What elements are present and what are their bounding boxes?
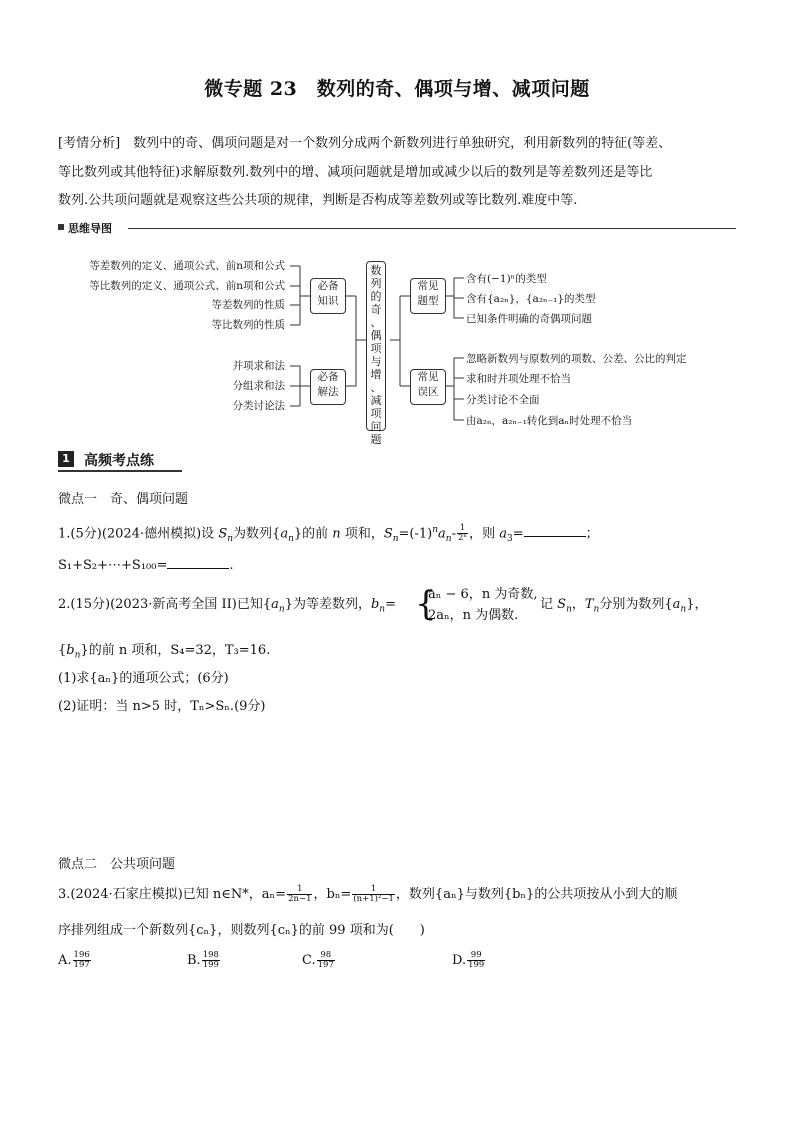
piecewise-brace: { <box>415 584 437 624</box>
frac-den: 199 <box>468 960 485 970</box>
type-item: 已知条件明确的奇偶项问题 <box>466 313 592 325</box>
knowledge-item: 等比数列的定义、通项公式、前n项和公式 <box>89 280 285 292</box>
frac-den: 197 <box>73 960 90 970</box>
option-fraction <box>202 951 220 970</box>
type-item: 含有{a₂ₙ}，{a₂ₙ₋₁}的类型 <box>466 293 596 305</box>
frac-den: 2ⁿ <box>458 533 468 544</box>
box-line: 常见 <box>417 371 439 383</box>
bullet-square-icon <box>58 224 64 230</box>
piecewise-case-2 <box>428 605 518 627</box>
knowledge-item: 等差数列的定义、通项公式、前n项和公式 <box>89 260 285 272</box>
q3-an-fraction <box>287 885 312 904</box>
q1-text: =(-1) <box>398 526 433 542</box>
option-a[interactable] <box>58 950 92 972</box>
box-line: 必备 <box>317 280 339 292</box>
frac-num: 99 <box>467 951 485 961</box>
center-char: 奇 <box>370 303 382 316</box>
option-fraction <box>73 951 91 970</box>
answer-blank[interactable] <box>524 524 586 537</box>
q1-text: ，则 <box>469 526 496 542</box>
frac-num: 98 <box>317 951 335 961</box>
option-fraction <box>467 951 485 970</box>
intro-line-3: 数列.公共项问题就是观察这些公共项的规律，判断是否构成等差数列或等比数列.难度中等. <box>58 193 578 208</box>
frac-num: 1 <box>457 524 468 534</box>
question-3: 3.(2024·石家庄模拟)已知 n∈N*，aₙ= $\frac{1}{2n-1}$ ，bₙ= $\frac{1}{\text{(n+1)²−1}}$ ，数列{aₙ}与数列{bₙ}的公共项按从小到大的顺 <box>58 884 678 904</box>
q1-text: }的前 <box>293 526 329 542</box>
box-required-knowledge <box>310 278 346 314</box>
question-1-line-2 <box>58 555 234 577</box>
q1-text: 为数列{ <box>233 526 281 542</box>
q2-text: 分别为数列{ <box>599 597 673 612</box>
method-item: 分组求和法 <box>232 380 285 392</box>
frac-num: 198 <box>202 950 219 960</box>
case-cond: n 为奇数, <box>481 587 538 602</box>
frac-num: 196 <box>73 950 90 960</box>
frac-den: 199 <box>202 960 219 970</box>
box-line: 解法 <box>317 386 339 398</box>
option-label: D. <box>452 953 467 968</box>
mindmap-label: 思维导图 <box>68 222 112 235</box>
q1-end: . <box>229 558 234 573</box>
option-c[interactable] <box>302 950 336 972</box>
q1-text: 项和， <box>344 526 384 542</box>
subsection-title: 微点一 奇、偶项问题 <box>58 492 189 507</box>
box-line: 必备 <box>317 371 339 383</box>
q3-prefix: 3.(2024·石家庄模拟)已知 <box>58 887 209 902</box>
center-char: 列 <box>370 277 382 290</box>
center-char: 偶 <box>370 329 382 342</box>
method-item: 分类讨论法 <box>232 400 285 412</box>
q1-fraction <box>457 524 468 543</box>
center-char: 数 <box>370 264 382 277</box>
option-label: A. <box>58 953 72 968</box>
q2-text: 记 <box>540 597 554 612</box>
subsection-title: 微点二 公共项问题 <box>58 857 176 872</box>
intro-line-1: [考情分析] 数列中的奇、偶项问题是对一个数列分成两个新数列进行单独研究，利用新数列的特征(等差、 <box>58 136 672 151</box>
option-label: B. <box>187 953 201 968</box>
box-line: 常见 <box>417 280 439 292</box>
q2-text: }为等差数列， <box>284 597 371 612</box>
q1-semicolon: ； <box>585 526 599 542</box>
box-line: 题型 <box>417 295 439 307</box>
center-char: 项 <box>370 342 382 355</box>
q2-text: = <box>385 597 396 612</box>
q3-text: aₙ= <box>261 887 287 902</box>
center-char: 减 <box>370 394 382 407</box>
q3-text: ，数列{aₙ}与数列{bₙ}的公共项按从小到大的顺 <box>395 887 678 902</box>
mistake-item: 求和时并项处理不恰当 <box>466 373 571 385</box>
center-char: 增 <box>370 368 382 381</box>
question-2-line-2: $\{b_n\}$的前 n 项和，S₄=32，T₃=16. <box>58 643 271 661</box>
q1-text: = <box>512 526 524 542</box>
section-title: 高频考点练 <box>84 453 154 469</box>
question-3-line-2: 序排列组成一个新数列{cₙ}，则数列{cₙ}的前 99 项和为( ) <box>58 923 425 938</box>
question-2-part-2: (2)证明：当 n>5 时，Tₙ>Sₙ.(9分) <box>58 699 266 714</box>
q1-prefix: 1.(5分)(2024·德州模拟)设 <box>58 526 215 542</box>
q3-text: bₙ= <box>326 887 352 902</box>
box-line: 误区 <box>417 386 439 398</box>
center-char: 、 <box>370 381 382 394</box>
intro-line-2: 等比数列或其他特征)求解原数列.数列中的增、减项问题就是增加或减少以后的数列是等差数列还是等比 <box>58 165 653 180</box>
answer-blank[interactable] <box>167 556 229 569</box>
center-topic <box>366 261 386 446</box>
section-number-icon: 1 <box>58 451 74 467</box>
mistake-item: 分类讨论不全面 <box>466 394 540 406</box>
method-item: 并项求和法 <box>232 360 285 372</box>
mistake-item: 由a₂ₙ，a₂ₙ₋₁转化到aₙ时处理不恰当 <box>466 415 633 427</box>
question-2: 2.(15分)(2023·新高考全国 II)已知$\{a_n\}$为等差数列，$b_n=$ <box>58 597 396 615</box>
case-expr: 2aₙ， <box>428 608 463 623</box>
question-1: 1.(5分)(2024·德州模拟)设 $S_n$为数列$\{a_n\}$的前 n 项和，$S_n=(-1)^na_n-$ $\frac{1}{\text{2ⁿ}}$ ，则 $a_3=$ ； <box>58 523 599 544</box>
frac-den: (n+1)²−1 <box>353 894 394 904</box>
center-char: 题 <box>370 433 382 446</box>
piecewise-case-1 <box>428 584 537 606</box>
frac-num: 1 <box>352 885 395 895</box>
question-2-tail: 记 $S_n$，$T_n$分别为数列$\{a_n\}$， <box>540 597 708 615</box>
center-char: 的 <box>370 290 382 303</box>
knowledge-item: 等比数列的性质 <box>211 319 285 331</box>
box-common-types <box>410 278 446 314</box>
divider <box>128 228 736 229</box>
option-b[interactable] <box>187 950 221 972</box>
q1-sum: S₁+S₂+⋯+S₁₀₀= <box>58 558 168 573</box>
type-item: 含有(−1)ⁿ的类型 <box>466 273 547 285</box>
frac-den: 2n−1 <box>288 894 312 904</box>
page-title: 微专题 23 数列的奇、偶项与增、减项问题 <box>204 78 590 100</box>
center-char: 与 <box>370 355 382 368</box>
section-underline <box>58 470 182 472</box>
mistake-item: 忽略新数列与原数列的项数、公差、公比的判定 <box>466 353 687 365</box>
knowledge-item: 等差数列的性质 <box>211 299 285 311</box>
case-cond: n 为偶数. <box>462 608 519 623</box>
frac-num: 1 <box>287 885 312 895</box>
q2-line2: 的前 n 项和，S₄=32，T₃=16. <box>88 643 271 658</box>
box-line: 知识 <box>317 295 339 307</box>
box-common-mistakes <box>410 369 446 405</box>
center-char: 问 <box>370 420 382 433</box>
q2-prefix: 2.(15分)(2023·新高考全国 II)已知{ <box>58 597 272 612</box>
option-d[interactable] <box>452 950 486 972</box>
center-char: 项 <box>370 407 382 420</box>
q3-bn-fraction <box>352 885 395 904</box>
case-expr: aₙ − 6， <box>428 587 482 602</box>
q3-text: n∈N*， <box>212 887 262 902</box>
option-fraction <box>317 951 335 970</box>
frac-den: 197 <box>317 960 334 970</box>
center-char: 、 <box>370 316 382 329</box>
question-2-part-1: (1)求{aₙ}的通项公式；(6分) <box>58 671 229 686</box>
option-label: C. <box>302 953 316 968</box>
box-required-methods <box>310 369 346 405</box>
